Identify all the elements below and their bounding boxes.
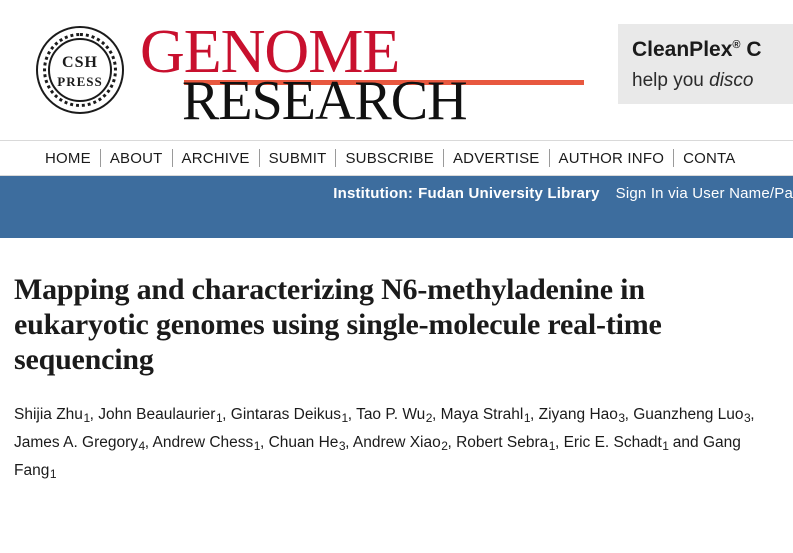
- journal-title-esearch: ESEARCH: [218, 70, 467, 132]
- author-separator: ,: [345, 434, 353, 451]
- journal-title-enome: ENOME: [183, 18, 400, 86]
- journal-title[interactable]: [140, 18, 610, 132]
- nav-item-author-info[interactable]: AUTHOR INFO: [558, 149, 665, 167]
- author-name[interactable]: John Beaulaurier: [98, 406, 216, 423]
- author-name[interactable]: Chuan He: [268, 434, 339, 451]
- author-separator: ,: [144, 434, 153, 451]
- author-separator: ,: [222, 406, 231, 423]
- author-name[interactable]: James A. Gregory: [14, 434, 139, 451]
- author-affiliation-marker: 1: [215, 411, 223, 425]
- journal-title-research: [182, 70, 467, 132]
- author-name[interactable]: Eric E. Schadt: [563, 434, 662, 451]
- author-affiliation-marker: 3: [338, 439, 346, 453]
- author-list: [14, 401, 757, 485]
- masthead: [0, 0, 793, 140]
- author-affiliation-marker: 1: [83, 411, 91, 425]
- author-name[interactable]: Gang Fang: [14, 434, 741, 479]
- nav-item-home[interactable]: HOME: [45, 149, 91, 167]
- ad-subline-plain: help you: [632, 70, 710, 91]
- author-name[interactable]: Maya Strahl: [440, 406, 524, 423]
- author-affiliation-marker: 2: [425, 411, 433, 425]
- primary-navigation: [0, 140, 793, 176]
- nav-item-submit[interactable]: SUBMIT: [268, 149, 327, 167]
- author-separator: ,: [750, 406, 755, 423]
- logo-press-text: PRESS: [57, 74, 103, 89]
- nav-item-archive[interactable]: ARCHIVE: [181, 149, 250, 167]
- logo-csh-text: CSH: [62, 54, 98, 71]
- author-affiliation-marker: 3: [744, 411, 751, 425]
- author-separator: ,: [347, 406, 357, 423]
- author-separator: ,: [431, 406, 441, 423]
- author-name[interactable]: Andrew Chess: [152, 434, 254, 451]
- author-affiliation-marker: 1: [341, 411, 349, 425]
- ad-registered-icon: ®: [732, 39, 741, 51]
- institution-label: Institution:: [333, 185, 414, 202]
- article-header: [0, 238, 793, 485]
- author-affiliation-marker: 3: [618, 411, 626, 425]
- author-name[interactable]: Robert Sebra: [456, 434, 549, 451]
- author-separator: ,: [447, 434, 457, 451]
- author-affiliation-marker: 1: [548, 439, 556, 453]
- page-title: Mapping and characterizing N6-methyladenine in eukaryotic genomes using single-molecule real-time sequencing: [14, 273, 662, 376]
- nav-item-contact[interactable]: CONTA: [683, 149, 736, 167]
- author-name[interactable]: Guanzheng Luo: [633, 406, 744, 423]
- author-name[interactable]: Shijia Zhu: [14, 406, 83, 423]
- author-separator: ,: [554, 434, 564, 451]
- ad-subline-italic: disco: [709, 70, 754, 91]
- sign-in-link[interactable]: Sign In via User Name/Pa: [615, 185, 793, 202]
- nav-item-advertise[interactable]: ADVERTISE: [452, 149, 540, 167]
- ad-brand: CleanPlex: [632, 38, 733, 61]
- author-affiliation-marker: 1: [253, 439, 261, 453]
- author-separator: ,: [259, 434, 269, 451]
- author-separator: ,: [89, 406, 99, 423]
- ad-headline-tail: C: [740, 38, 762, 61]
- journal-title-g: G: [140, 18, 184, 86]
- nav-item-subscribe[interactable]: SUBSCRIBE: [345, 149, 434, 167]
- ad-headline: [632, 38, 762, 62]
- author-name[interactable]: Gintaras Deikus: [230, 406, 342, 423]
- author-affiliation-marker: 1: [49, 467, 57, 481]
- advertisement-banner[interactable]: [618, 24, 793, 104]
- author-name[interactable]: Andrew Xiao: [352, 434, 441, 451]
- nav-item-about[interactable]: ABOUT: [109, 149, 163, 167]
- csh-press-logo[interactable]: [36, 26, 124, 114]
- author-affiliation-marker: 1: [523, 411, 531, 425]
- author-separator: and: [668, 434, 703, 451]
- journal-title-r: R: [182, 70, 219, 132]
- ad-subline: [632, 70, 753, 92]
- author-separator: ,: [530, 406, 539, 423]
- institution-name: Fudan University Library: [418, 185, 600, 202]
- author-affiliation-marker: 1: [662, 439, 669, 453]
- institution-bar: [0, 176, 793, 238]
- author-affiliation-marker: 4: [138, 439, 146, 453]
- author-name[interactable]: Tao P. Wu: [356, 406, 426, 423]
- author-affiliation-marker: 2: [441, 439, 448, 453]
- author-name[interactable]: Ziyang Hao: [538, 406, 618, 423]
- author-separator: ,: [624, 406, 634, 423]
